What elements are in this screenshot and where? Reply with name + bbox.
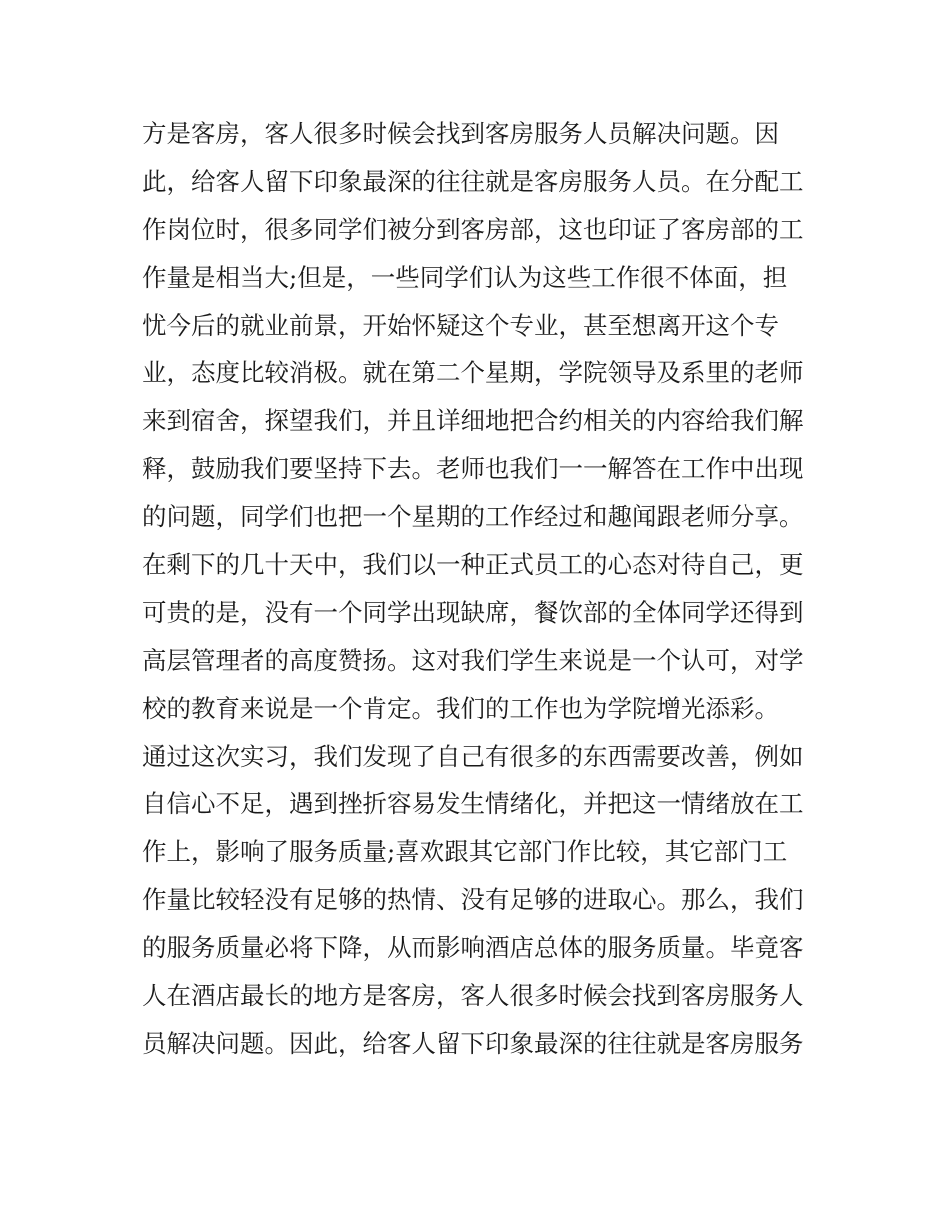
text-line: 作岗位时，很多同学们被分到客房部，这也印证了客房部的工 <box>142 214 804 244</box>
text-line: 可贵的是，没有一个同学出现缺席，餐饮部的全体同学还得到 <box>142 597 804 627</box>
text-line: 作量是相当大;但是，一些同学们认为这些工作很不体面，担 <box>142 262 788 292</box>
text-line: 的服务质量必将下降，从而影响酒店总体的服务质量。毕竟客 <box>142 933 804 963</box>
text-line: 作上，影响了服务质量;喜欢跟其它部门作比较，其它部门工 <box>142 837 788 867</box>
text-line: 业，态度比较消极。就在第二个星期，学院领导及系里的老师 <box>142 358 804 388</box>
text-line: 高层管理者的高度赞扬。这对我们学生来说是一个认可，对学 <box>142 645 804 675</box>
text-line: 方是客房，客人很多时候会找到客房服务人员解决问题。因 <box>142 119 779 148</box>
text-line: 人在酒店最长的地方是客房，客人很多时候会找到客房服务人 <box>142 981 804 1011</box>
text-line: 释，鼓励我们要坚持下去。老师也我们一一解答在工作中出现 <box>142 454 804 484</box>
text-line: 通过这次实习，我们发现了自己有很多的东西需要改善，例如 <box>142 741 804 771</box>
text-line: 员解决问题。因此，给客人留下印象最深的往往就是客房服务 <box>142 1028 804 1058</box>
text-line: 在剩下的几十天中，我们以一种正式员工的心态对待自己，更 <box>142 550 804 580</box>
body-text <box>142 110 822 1068</box>
text-line: 来到宿舍，探望我们，并且详细地把合约相关的内容给我们解 <box>142 406 804 436</box>
text-line: 忧今后的就业前景，开始怀疑这个专业，甚至想离开这个专 <box>142 310 779 340</box>
text-line: 校的教育来说是一个肯定。我们的工作也为学院增光添彩。 <box>142 693 779 723</box>
text-line: 此，给客人留下印象最深的往往就是客房服务人员。在分配工 <box>142 166 804 196</box>
text-line: 自信心不足，遇到挫折容易发生情绪化，并把这一情绪放在工 <box>142 789 804 819</box>
text-line: 作量比较轻没有足够的热情、没有足够的进取心。那么，我们 <box>142 885 804 915</box>
text-line: 的问题，同学们也把一个星期的工作经过和趣闻跟老师分享。 <box>142 502 804 532</box>
